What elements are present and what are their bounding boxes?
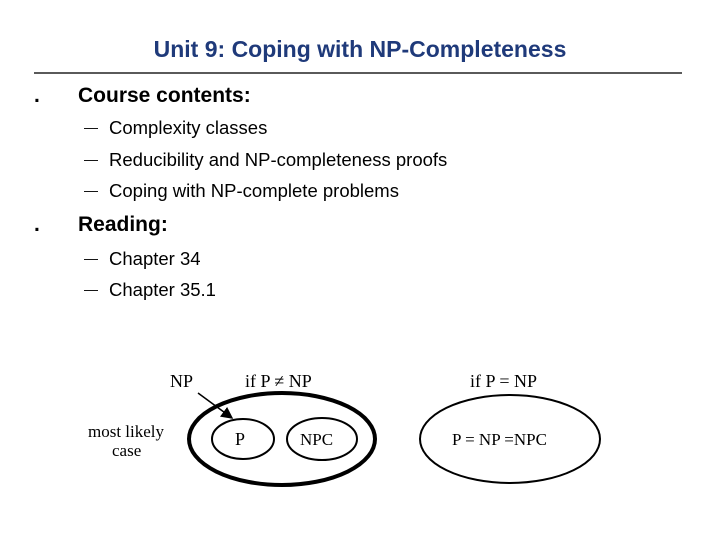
dash-marker: —	[84, 182, 98, 198]
np-set-ellipse	[189, 393, 375, 485]
npc-label: NPC	[300, 430, 334, 449]
section-heading: Reading:	[78, 213, 168, 236]
right-condition: if P = NP	[470, 371, 537, 391]
dash-marker: —	[84, 250, 98, 266]
sub-bullet-text: Chapter 34	[109, 248, 201, 269]
annotation-line-2: case	[112, 441, 142, 460]
section-heading: Course contents:	[78, 84, 251, 107]
np-label: NP	[170, 371, 194, 391]
left-condition: if P ≠ NP	[245, 371, 312, 391]
dash-marker: —	[84, 281, 98, 297]
sub-bullet-text: Reducibility and NP-completeness proofs	[109, 149, 448, 170]
bullet-marker: .	[34, 84, 40, 107]
annotation-line-1: most likely	[88, 422, 165, 441]
slide-title: Unit 9: Coping with NP-Completeness	[153, 36, 567, 62]
sub-bullet-text: Complexity classes	[109, 117, 268, 138]
merged-set-label: P = NP =NPC	[452, 430, 547, 449]
sub-bullet-text: Chapter 35.1	[109, 279, 216, 300]
bullet-marker: .	[34, 213, 40, 236]
p-label: P	[235, 429, 246, 449]
dash-marker: —	[84, 151, 98, 167]
dash-marker: —	[84, 119, 98, 135]
sub-bullet-text: Coping with NP-complete problems	[109, 180, 399, 201]
